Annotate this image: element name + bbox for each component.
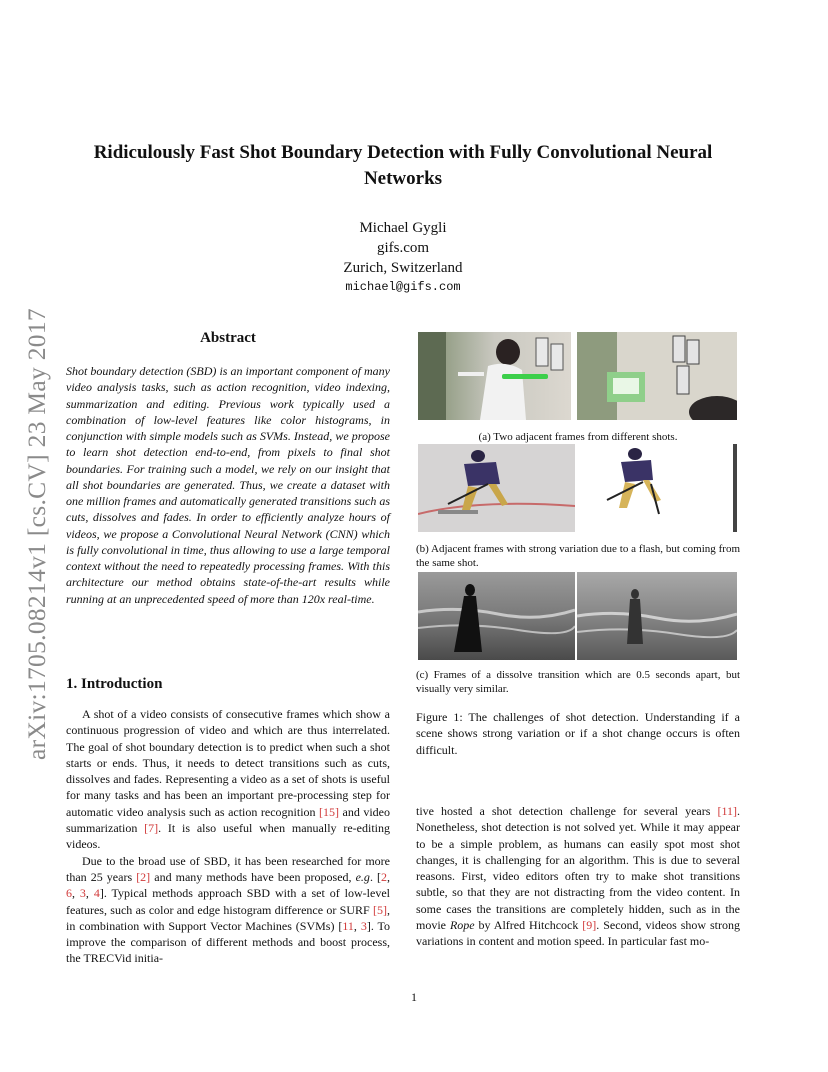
subfigure-c-caption: (c) Frames of a dissolve transition which are 0.5 seconds apart, but visually very similar. [416,669,740,695]
subfigure-b-caption: (b) Adjacent frames with strong variation due to a flash, but coming from the same shot. [416,543,740,569]
citation-link[interactable]: 11 [342,918,354,933]
intro-paragraph-2: Due to the broad use of SBD, it has been researched for more than 25 years [2] and many methods have been proposed, e.g. [2, 6, 3, 4]. Typical methods approach SBD with a set of low-level features, such as color and edge histogram difference or SURF [5], in combination with Support Vector Machines (SVMs) [11, 3]. To improve the comparison of different methods and boost process, the TRECVid initia- [66,853,391,966]
frame-b1-image [418,444,575,532]
abstract-heading: Abstract [200,330,256,346]
figure-1-caption: Figure 1: The challenges of shot detection. Understanding if a scene shows strong variation or if a shot change occurs is often difficult. [416,710,740,757]
author-location: Zurich, Switzerland [343,260,463,276]
author-affiliation: gifs.com [376,240,430,256]
abstract-text: Shot boundary detection (SBD) is an important component of many video analysis tasks, such as action recognition, video indexing, summarization and editing. Previous work typically used a combination of low-level features like color histograms, in conjunction with simple models such as SVMs. Instead, we propose to learn shot detection end-to-end, from pixels to final shot boundaries. For training such a model, we rely on our insight that all shot boundaries are generated. Thus, we create a dataset with one million frames and automatically generated transitions such as cuts, dissolves and fades. In order to efficiently analyze hours of videos, we propose a Convolutional Neural Network (CNN) which is fully convolutional in time, thus allowing to use a large temporal context without the need to repeatedly processing frames. With this architecture our method obtains state-of-the-art results while running at an unprecedented speed of more than 120x real-time. [66,364,390,606]
citation-link[interactable]: 4 [93,886,100,901]
arxiv-identifier-stamp: arXiv:1705.08214v1 [cs.CV] 23 May 2017 [22,308,51,760]
citation-link[interactable]: 2 [381,869,388,884]
citation-link[interactable]: 3 [79,886,86,901]
citation-link[interactable]: [11] [717,804,737,818]
frame-b2-image [577,444,737,532]
citation-link[interactable]: [5] [373,902,387,917]
page-number: 1 [411,990,417,1004]
citation-link[interactable]: [7] [144,821,159,836]
author-name: Michael Gygli [359,220,447,236]
intro-paragraph-1: A shot of a video consists of consecutive frames which show a continuous progression of video and which are thus interrelated. The goal of shot boundary detection is to predict when such a shot starts or ends. Thus, it needs to detect transitions such as cuts, dissolves and fades. Representing a video as a set of shots is useful for many tasks and has been an important pre-processing step for automatic video analysis such as action recognition [15] and video summarization [7]. It is also useful when manually re-editing videos. [66,707,390,852]
right-column-text: tive hosted a shot detection challenge for several years [11]. Nonetheless, shot detection is not solved yet. While it may appear to be a simple problem, as humans can easily spot most shot changes, it is challenging for an algorithm. This is due to several reasons. First, video editors often try to make shot transitions subtle, so that they are not distracting from the video content. In some cases the transitions are completely hidden, such as in the movie Rope by Alfred Hitchcock [9]. Second, videos show strong variations in content and motion speed. In particular fast mo- [416,804,741,949]
frame-a1-image [418,332,571,420]
frame-a2-image [577,332,737,420]
citation-link[interactable]: 6 [66,886,72,901]
citation-link[interactable]: 3 [360,918,367,933]
citation-link[interactable]: [9] [582,918,597,933]
paper-title: Ridiculously Fast Shot Boundary Detection with Fully Convolutional Neural Networks [93,142,713,189]
introduction-heading: 1. Introduction [66,676,163,692]
introduction-text [66,706,390,967]
author-block [200,218,606,278]
subfigure-a-caption: (a) Two adjacent frames from different shots. [478,431,678,443]
frame-c2-image [577,572,737,660]
author-email[interactable]: michael@gifs.com [345,280,461,294]
citation-link[interactable]: [2] [136,869,151,884]
citation-link[interactable]: [15] [319,804,340,819]
frame-c1-image [418,572,575,660]
